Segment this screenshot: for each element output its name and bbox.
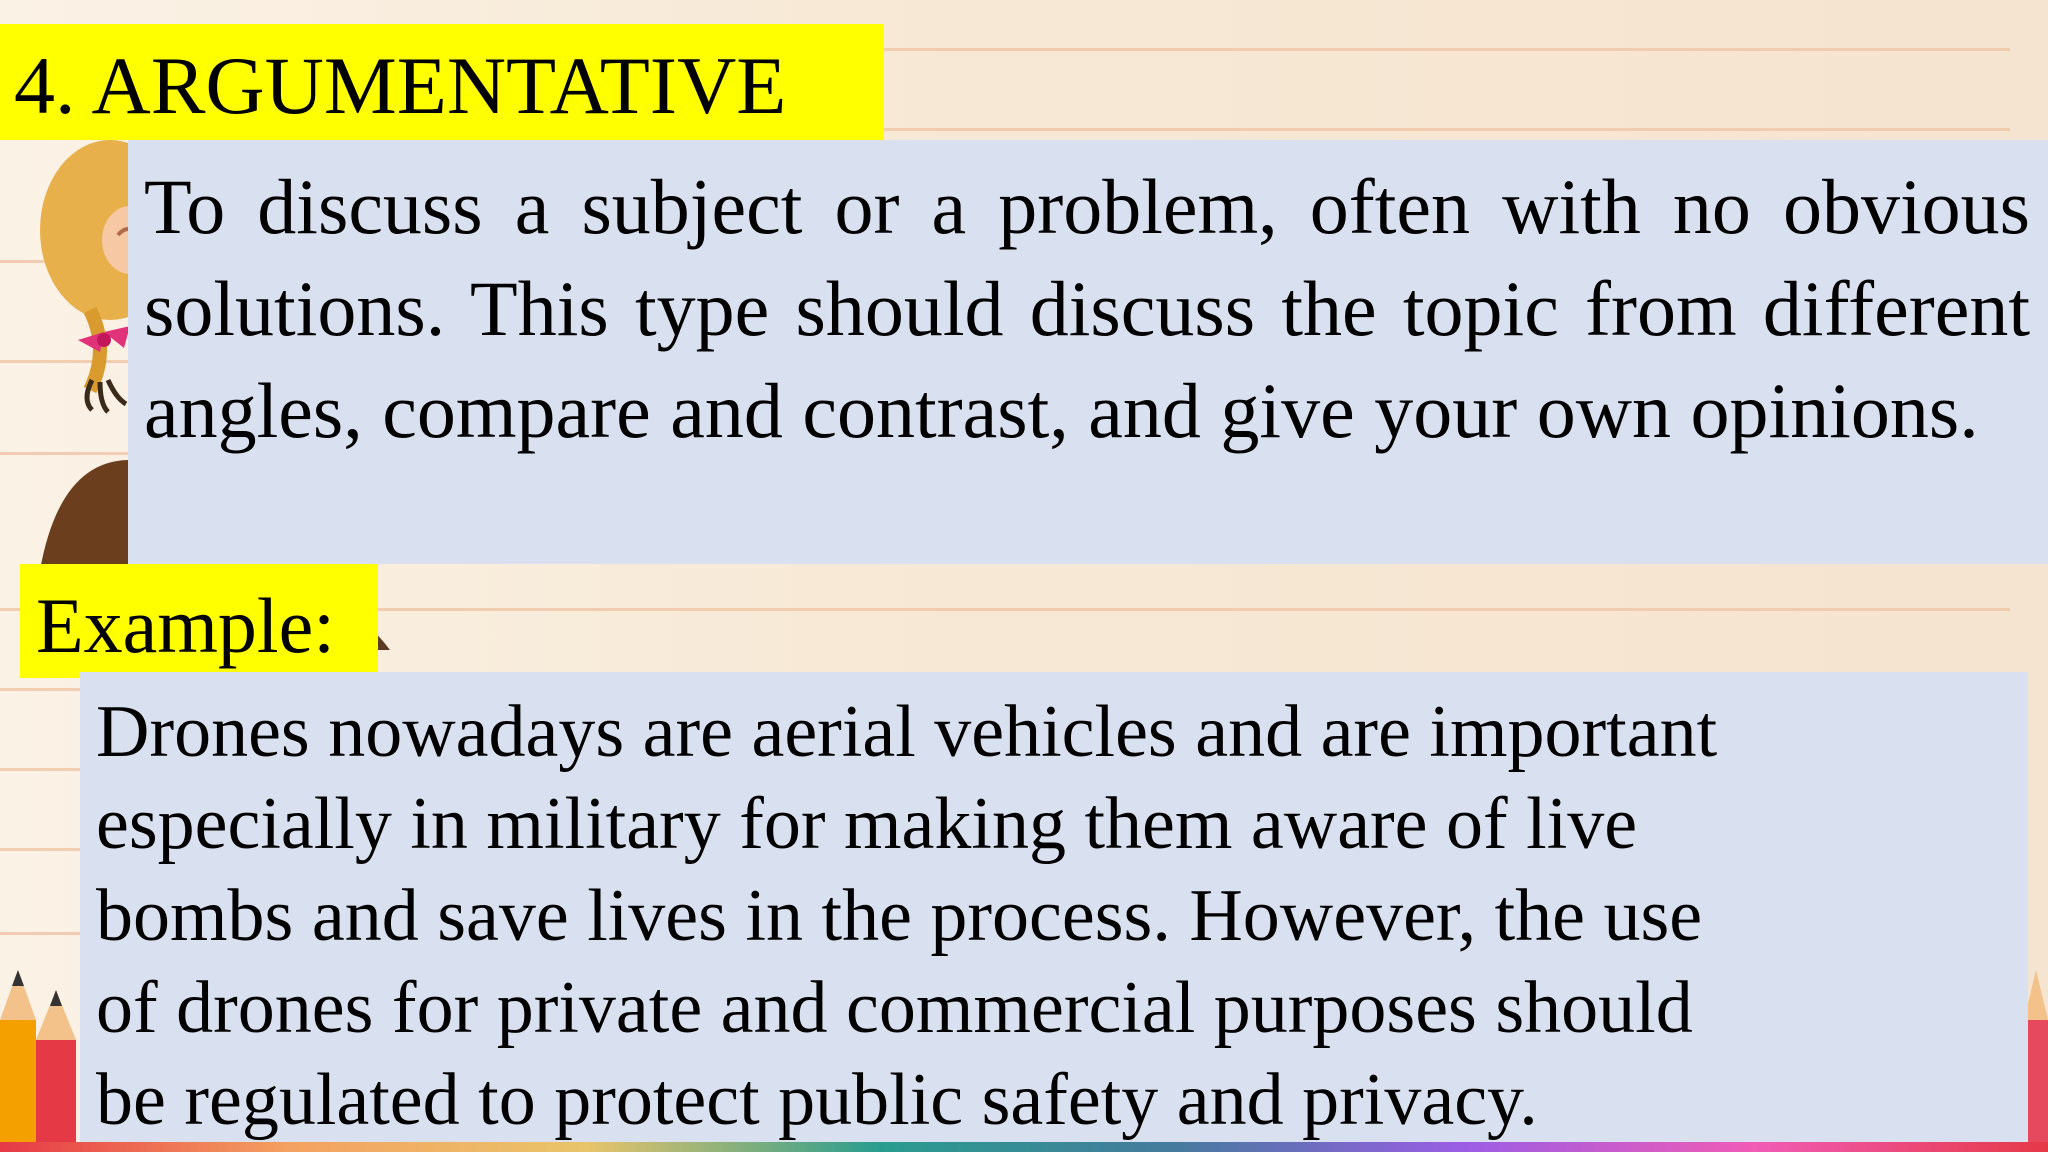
example-paragraph xyxy=(96,686,1956,1146)
decorative-strip xyxy=(0,1142,2048,1152)
definition-text: To discuss a subject or a problem, often with no obvious solutions. This type should discuss the topic from different angles, compare and contrast, and give your own opinions. xyxy=(144,163,2030,454)
example-line: be regulated to protect public safety and privacy. xyxy=(96,1059,1538,1141)
example-line: Drones nowadays are aerial vehicles and are important xyxy=(96,691,1718,773)
example-line: especially in military for making them aware of live xyxy=(96,783,1638,865)
example-label: Example: xyxy=(36,582,335,669)
pencils-icon xyxy=(0,960,90,1152)
example-line: of drones for private and commercial purposes should xyxy=(96,967,1693,1049)
ruled-line xyxy=(0,932,80,935)
slide-title: 4. ARGUMENTATIVE xyxy=(14,40,787,131)
ruled-line xyxy=(0,848,80,851)
example-line: bombs and save lives in the process. However, the use xyxy=(96,875,1703,957)
ruled-line xyxy=(0,768,80,771)
